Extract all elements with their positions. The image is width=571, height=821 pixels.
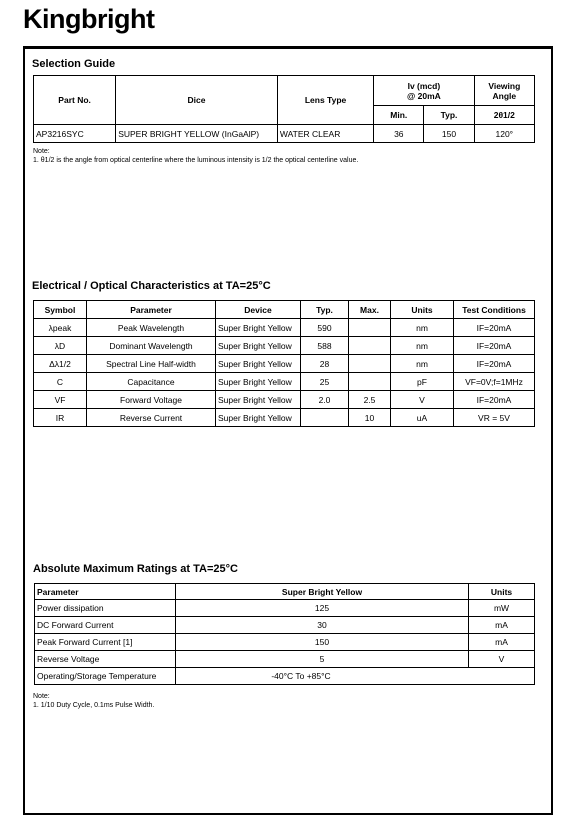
absolute-note-text: 1. 1/10 Duty Cycle, 0.1ms Pulse Width. xyxy=(33,702,155,709)
abs-cell: 5 xyxy=(176,651,469,668)
el-cell: 10 xyxy=(349,409,391,427)
abs-cell: mW xyxy=(469,600,535,617)
el-cell: 25 xyxy=(301,373,349,391)
el-cell: Super Bright Yellow xyxy=(216,391,301,409)
el-cell: 2.0 xyxy=(301,391,349,409)
el-cell: IR xyxy=(34,409,87,427)
el-header-symbol: Symbol xyxy=(34,301,87,319)
el-cell: λpeak xyxy=(34,319,87,337)
header-iv xyxy=(374,76,474,106)
el-cell: Super Bright Yellow xyxy=(216,373,301,391)
el-cell: uA xyxy=(391,409,454,427)
header-iv-line2: @ 20mA xyxy=(406,90,441,101)
table-row xyxy=(35,668,535,685)
abs-cell: mA xyxy=(469,617,535,634)
el-cell xyxy=(349,355,391,373)
el-cell: Forward Voltage xyxy=(87,391,216,409)
el-cell: 588 xyxy=(301,337,349,355)
el-cell: 590 xyxy=(301,319,349,337)
selection-guide-table xyxy=(33,75,535,143)
absolute-note-title: Note: xyxy=(33,693,50,700)
el-cell xyxy=(349,373,391,391)
cell-iv-min: 36 xyxy=(374,125,424,143)
table-row xyxy=(35,600,535,617)
selection-note-title: Note: xyxy=(33,148,50,155)
el-cell: nm xyxy=(391,337,454,355)
el-cell: IF=20mA xyxy=(454,337,535,355)
el-cell: nm xyxy=(391,355,454,373)
el-cell: Capacitance xyxy=(87,373,216,391)
table-row xyxy=(35,617,535,634)
table-row xyxy=(34,337,535,355)
el-cell: λD xyxy=(34,337,87,355)
el-cell: C xyxy=(34,373,87,391)
el-header-max: Max. xyxy=(349,301,391,319)
el-header-units: Units xyxy=(391,301,454,319)
el-header-typ: Typ. xyxy=(301,301,349,319)
el-cell: Super Bright Yellow xyxy=(216,337,301,355)
el-cell: VR = 5V xyxy=(454,409,535,427)
table-row xyxy=(34,409,535,427)
abs-cell: V xyxy=(469,651,535,668)
el-cell xyxy=(349,319,391,337)
table-row xyxy=(35,651,535,668)
el-cell: IF=20mA xyxy=(454,319,535,337)
cell-dice: SUPER BRIGHT YELLOW (InGaAlP) xyxy=(116,125,278,143)
header-part-no: Part No. xyxy=(34,76,116,125)
abs-cell: Peak Forward Current [1] xyxy=(35,634,176,651)
el-cell xyxy=(349,337,391,355)
header-lens-type: Lens Type xyxy=(277,76,373,125)
abs-header-units: Units xyxy=(469,584,535,600)
abs-cell: Power dissipation xyxy=(35,600,176,617)
el-cell: pF xyxy=(391,373,454,391)
selection-note-text: 1. θ1/2 is the angle from optical centerline where the luminous intensity is 1/2 the optical centerline value. xyxy=(33,157,359,164)
header-typ: Typ. xyxy=(424,106,474,125)
el-cell: Super Bright Yellow xyxy=(216,409,301,427)
el-cell xyxy=(301,409,349,427)
el-header-device: Device xyxy=(216,301,301,319)
el-cell: Spectral Line Half-width xyxy=(87,355,216,373)
cell-angle: 120° xyxy=(474,125,534,143)
abs-cell: 30 xyxy=(176,617,469,634)
el-cell: V xyxy=(391,391,454,409)
absolute-table xyxy=(34,583,535,685)
el-header-test-conditions: Test Conditions xyxy=(454,301,535,319)
cell-iv-typ: 150 xyxy=(424,125,474,143)
el-cell: VF=0V;f=1MHz xyxy=(454,373,535,391)
selection-guide-title: Selection Guide xyxy=(32,58,116,70)
table-row xyxy=(34,391,535,409)
el-cell: Super Bright Yellow xyxy=(216,319,301,337)
header-min: Min. xyxy=(374,106,424,125)
el-cell: nm xyxy=(391,319,454,337)
header-viewing-line2: Angle xyxy=(492,90,517,101)
table-row xyxy=(35,634,535,651)
cell-part-no: AP3216SYC xyxy=(34,125,116,143)
abs-cell: -40°C To +85°C xyxy=(176,668,535,685)
el-header-parameter: Parameter xyxy=(87,301,216,319)
table-row xyxy=(34,355,535,373)
cell-lens: WATER CLEAR xyxy=(277,125,373,143)
selection-note xyxy=(33,147,358,165)
abs-header-device: Super Bright Yellow xyxy=(176,584,469,600)
table-row xyxy=(34,319,535,337)
el-cell: Super Bright Yellow xyxy=(216,355,301,373)
header-angle-symbol: 2θ1/2 xyxy=(474,106,534,125)
el-cell: Peak Wavelength xyxy=(87,319,216,337)
abs-header-parameter: Parameter xyxy=(35,584,176,600)
abs-cell: mA xyxy=(469,634,535,651)
absolute-title: Absolute Maximum Ratings at TA=25°C xyxy=(33,563,238,575)
el-cell: Reverse Current xyxy=(87,409,216,427)
el-cell: 28 xyxy=(301,355,349,373)
el-cell: Δλ1/2 xyxy=(34,355,87,373)
brand-logo: Kingbright xyxy=(23,4,155,34)
table-row xyxy=(34,373,535,391)
el-cell: IF=20mA xyxy=(454,391,535,409)
abs-cell: 125 xyxy=(176,600,469,617)
el-cell: IF=20mA xyxy=(454,355,535,373)
abs-cell: Operating/Storage Temperature xyxy=(35,668,176,685)
el-cell: VF xyxy=(34,391,87,409)
header-iv-line1: Iv (mcd) xyxy=(407,80,441,91)
electrical-title: Electrical / Optical Characteristics at TA=25°C xyxy=(32,280,271,292)
absolute-note xyxy=(33,692,154,710)
header-viewing-angle xyxy=(474,76,534,106)
el-cell: 2.5 xyxy=(349,391,391,409)
absolute-rows xyxy=(35,600,535,685)
header-viewing-line1: Viewing xyxy=(488,80,521,91)
abs-cell: Reverse Voltage xyxy=(35,651,176,668)
abs-cell: 150 xyxy=(176,634,469,651)
electrical-table xyxy=(33,300,535,427)
electrical-rows xyxy=(34,319,535,427)
abs-cell: DC Forward Current xyxy=(35,617,176,634)
el-cell: Dominant Wavelength xyxy=(87,337,216,355)
header-dice: Dice xyxy=(116,76,278,125)
